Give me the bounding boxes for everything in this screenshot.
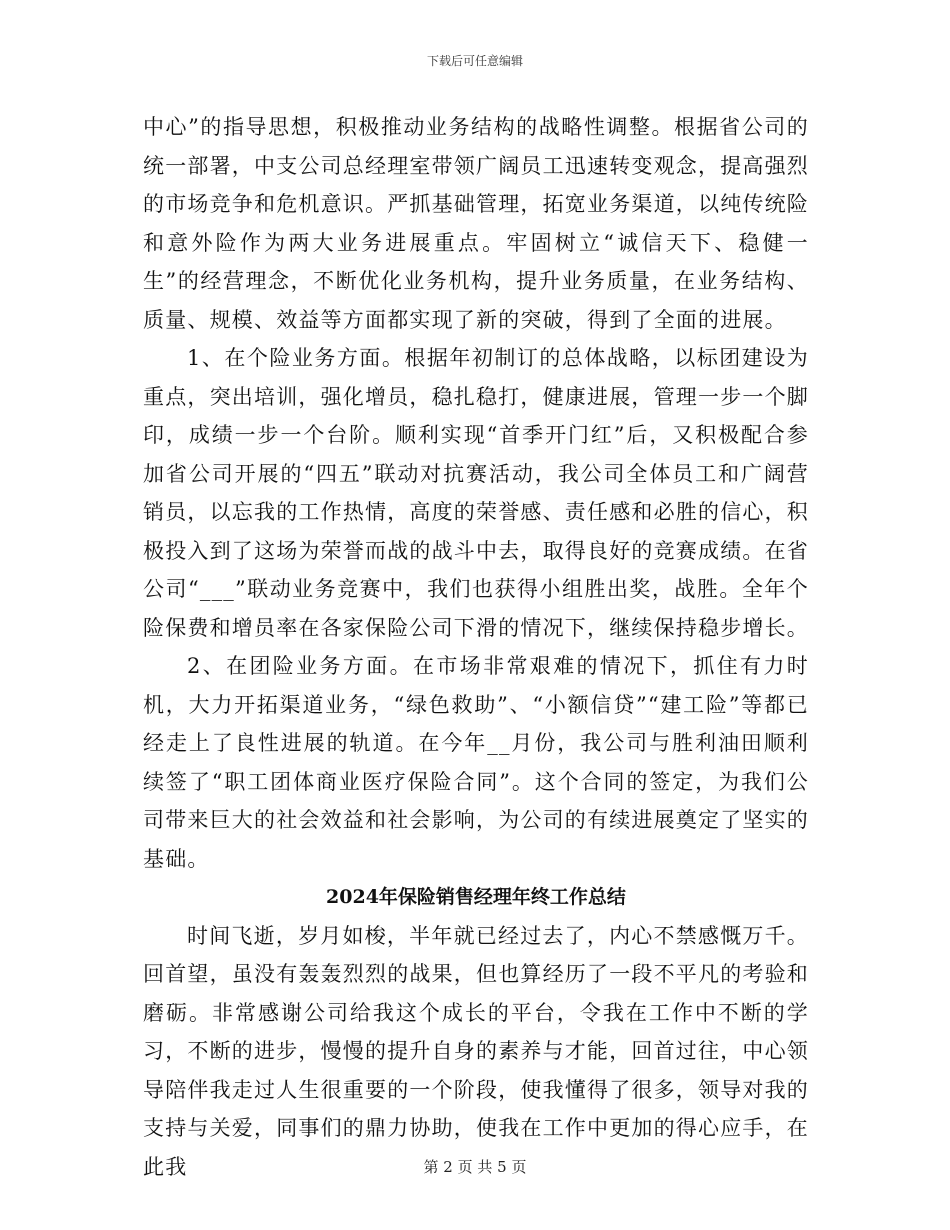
paragraph-group-insurance: 2、在团险业务方面。在市场非常艰难的情况下，抓住有力时机，大力开拓渠道业务，“绿色救助”、“小额信贷”“建工险”等都已经走上了良性进展的轨道。在今年__月份，我公司与胜利油田顺利续签了“职工团体商业医疗保险合同”。这个合同的签定，为我们公司带来巨大的社会效益和社会影响，为公司的有续进展奠定了坚实的基础。 <box>143 654 809 871</box>
section-title: 2024年保险销售经理年终工作总结 <box>326 886 626 908</box>
page-number: 第 2 页 共 5 页 <box>423 1158 527 1176</box>
document-body <box>143 108 809 1186</box>
paragraph-individual-insurance: 1、在个险业务方面。根据年初制订的总体战略，以标团建设为重点，突出培训，强化增员，稳扎稳打，健康进展，管理一步一个脚印，成绩一步一个台阶。顺利实现“首季开门红”后，又积极配合参加省公司开展的“四五”联动对抗赛活动，我公司全体员工和广阔营销员，以忘我的工作热情，高度的荣誉感、责任感和必胜的信心，积极投入到了这场为荣誉而战的战斗中去，取得良好的竞赛成绩。在省公司“___”联动业务竞赛中，我们也获得小组胜出奖，战胜。全年个险保费和增员率在各家保险公司下滑的情况下，继续保持稳步增长。 <box>143 346 809 640</box>
paragraph-intro: 中心”的指导思想，积极推动业务结构的战略性调整。根据省公司的统一部署，中支公司总经理室带领广阔员工迅速转变观念，提高强烈的市场竞争和危机意识。严抓基础管理，拓宽业务渠道，以纯传统险和意外险作为两大业务进展重点。牢固树立“诚信天下、稳健一生”的经营理念，不断优化业务机构，提升业务质量，在业务结构、质量、规模、效益等方面都实现了新的突破，得到了全面的进展。 <box>143 115 809 332</box>
page-header: 下载后可任意编辑 <box>426 54 523 68</box>
paragraph-summary-opening: 时间飞逝，岁月如梭，半年就已经过去了，内心不禁感慨万千。回首望，虽没有轰轰烈烈的战果，但也算经历了一段不平凡的考验和磨砺。非常感谢公司给我这个成长的平台，令我在工作中不断的学习，不断的进步，慢慢的提升自身的素养与才能，回首过往，中心领导陪伴我走过人生很重要的一个阶段，使我懂得了很多，领导对我的支持与关爱，同事们的鼎力协助，使我在工作中更加的得心应手，在此我 <box>143 923 809 1179</box>
